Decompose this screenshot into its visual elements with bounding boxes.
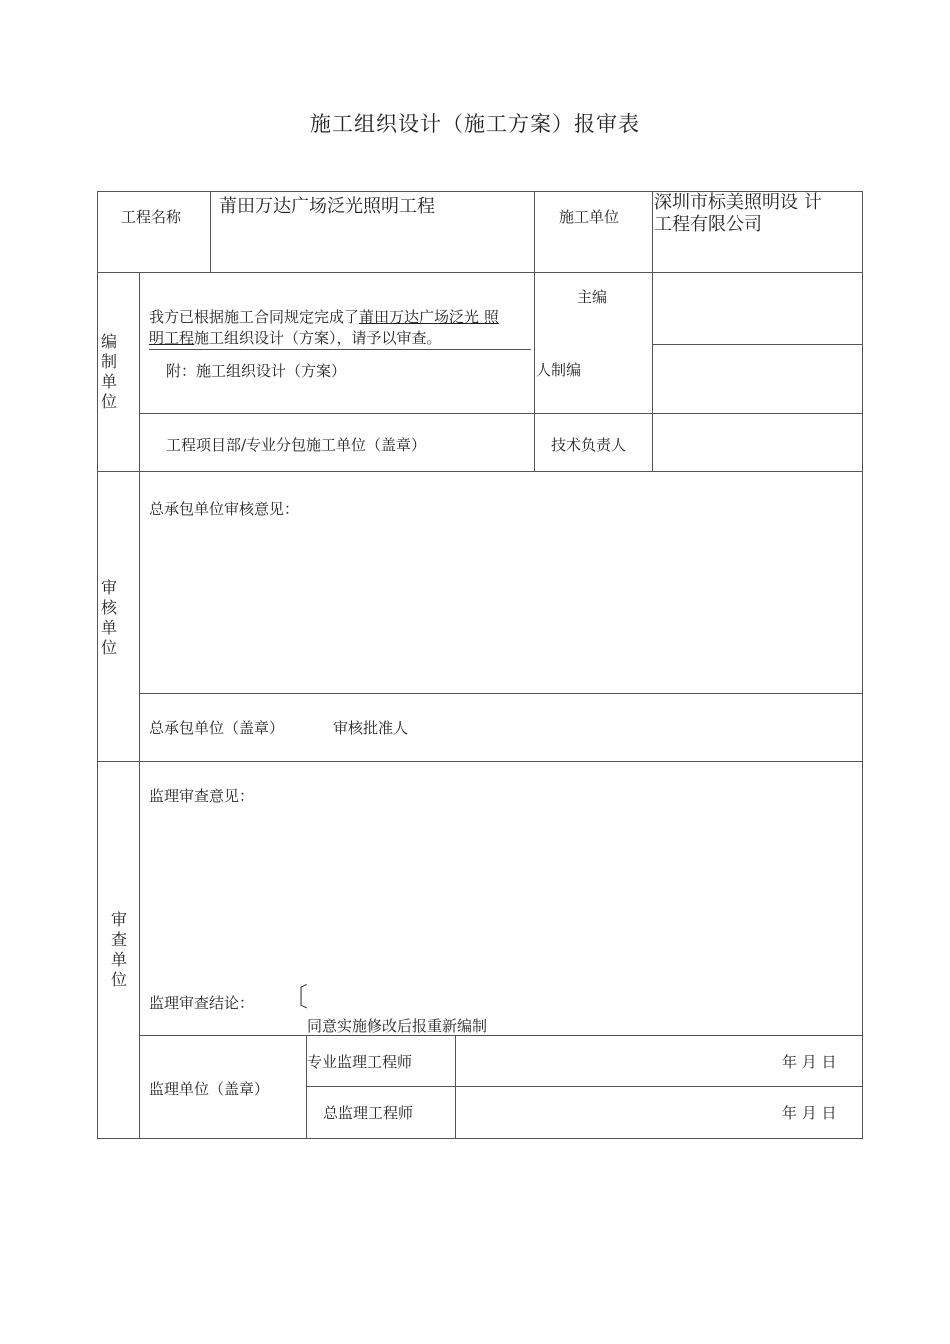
compile-statement-line2 [149,328,442,348]
project-name-label: 工程名称 [121,208,182,226]
row-divider-stamp [139,413,863,414]
row-divider-editor [652,344,863,345]
col-divider-mid [534,191,535,472]
chief-engineer-label: 总监理工程师 [323,1104,414,1122]
table-border-bottom [97,1138,863,1139]
statement-prefix: 我方已根据施工合同规定完成了 [149,308,360,326]
review-opinion-label: 总承包单位审核意见： [149,500,300,518]
supervision-conclusion-label: 监理审查结论： [149,994,255,1012]
col-divider-engineer [455,1035,456,1139]
review-approver-label: 审核批准人 [333,719,409,737]
compile-side-label: 编制单位 [100,332,117,411]
contractor-value-line1: 深圳市标美照明设 计 [654,192,822,213]
supervision-opinion-label: 监理审查意见： [149,787,255,805]
supervision-unit-stamp-label: 监理单位（盖章） [149,1080,270,1098]
col-divider-side [139,272,140,1139]
review-side-label: 审核单位 [100,578,117,657]
col-divider-supervision-unit [306,1035,307,1139]
brace-symbol: 〔 [282,983,309,1013]
statement-project-part1: 莆田万达广场泛光 照 [359,308,499,326]
project-name-value: 莆田万达广场泛光照明工程 [219,196,435,217]
row-divider-supervision [139,1035,863,1036]
compile-statement-line1 [149,307,499,327]
table-border-right [862,191,863,1139]
chief-editor-label: 主编 [577,288,608,306]
compiler-label: 人制编 [536,361,582,379]
row-divider-3 [97,761,863,762]
page-title: 施工组织设计（施工方案）报审表 [310,112,640,136]
date-field-chief-engineer: 年 月 日 [782,1104,837,1122]
contractor-value-line2: 工程有限公司 [654,214,762,235]
statement-underline [149,349,531,350]
tech-lead-label: 技术负责人 [551,436,627,454]
supervision-conclusion-option: 同意实施修改后报重新编制 [307,1017,488,1035]
compile-stamp-label: 工程项目部/专业分包施工单位（盖章） [166,436,427,454]
review-stamp-label: 总承包单位（盖章） [149,719,285,737]
engineer-label: 专业监理工程师 [307,1053,413,1071]
table-border-left [97,191,98,1139]
row-divider-2 [97,471,863,472]
statement-suffix: 施工组织设计（方案），请予以审查。 [194,329,442,347]
statement-project-part2: 明工程 [149,329,195,347]
col-divider-right [652,191,653,472]
contractor-label: 施工单位 [559,208,620,226]
row-divider-review [139,693,863,694]
row-divider-engineers [306,1086,863,1087]
attachment-note: 附：施工组织设计（方案） [166,362,347,380]
row-divider-1 [97,272,863,273]
col-divider-name [210,191,211,273]
supervision-side-label: 审查单位 [110,910,127,989]
date-field-engineer: 年 月 日 [782,1053,837,1071]
